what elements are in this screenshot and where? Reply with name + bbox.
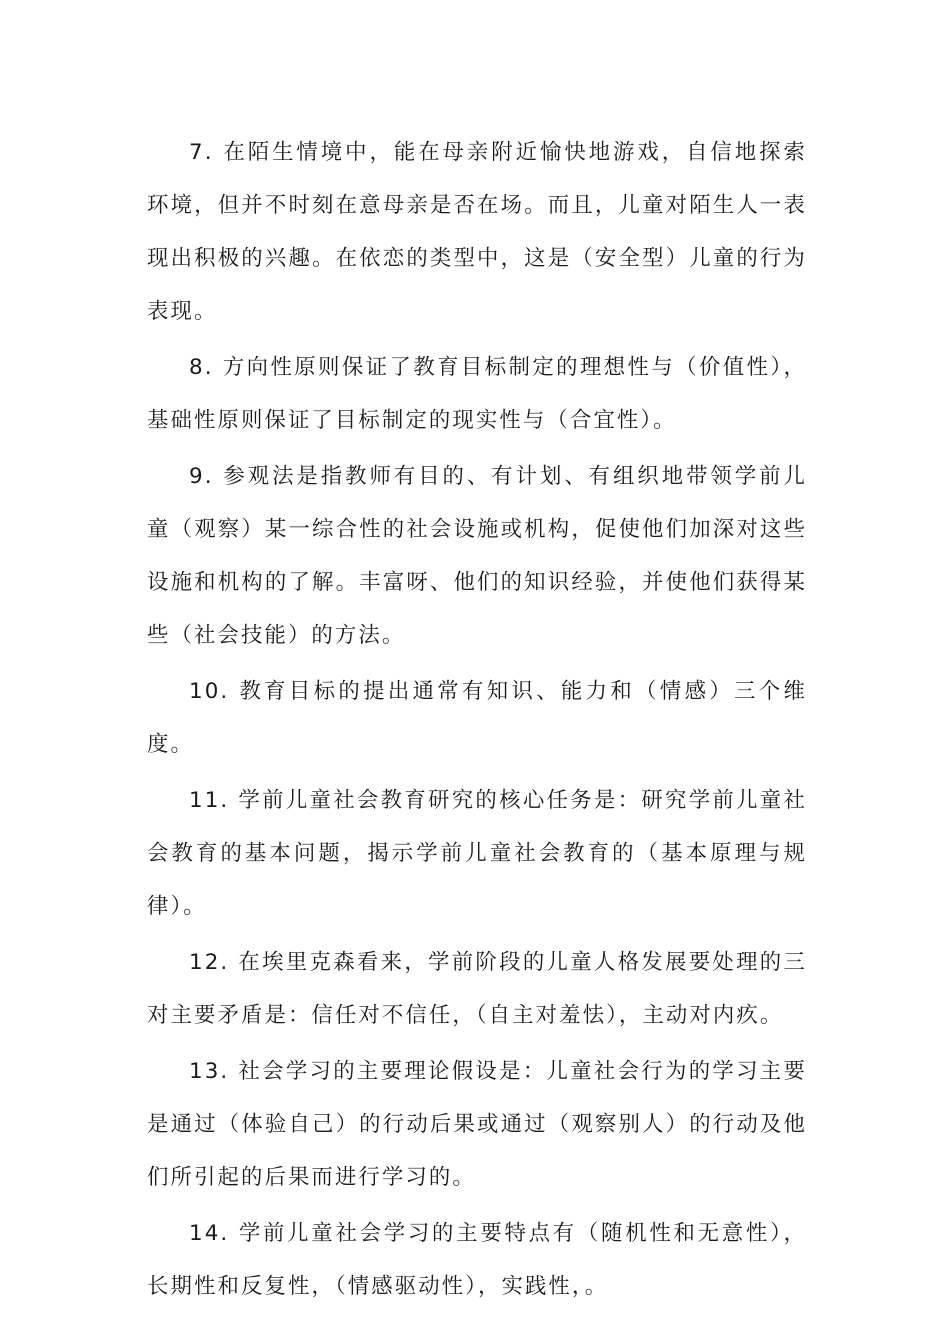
question-14: 14. 学前儿童社会学习的主要特点有（随机性和无意性），长期性和反复性，（情感驱动性），实践性，。 <box>147 1221 807 1299</box>
question-11: 11. 学前儿童社会教育研究的核心任务是：研究学前儿童社会教育的基本问题，揭示学前儿童社会教育的（基本原理与规律）。 <box>147 788 807 919</box>
question-13: 13. 社会学习的主要理论假设是：儿童社会行为的学习主要是通过（体验自己）的行动后果或通过（观察别人）的行动及他们所引起的后果而进行学习的。 <box>147 1059 807 1190</box>
question-8: 8. 方向性原则保证了教育目标制定的理想性与（价值性），基础性原则保证了目标制定的现实性与（合宜性）。 <box>147 355 807 433</box>
question-10: 10. 教育目标的提出通常有知识、能力和（情感）三个维度。 <box>147 679 807 757</box>
question-12: 12. 在埃里克森看来，学前阶段的儿童人格发展要处理的三对主要矛盾是：信任对不信任，（自主对羞怯），主动对内疚。 <box>147 950 807 1028</box>
document-body <box>147 126 807 1313</box>
question-7: 7. 在陌生情境中，能在母亲附近愉快地游戏，自信地探索环境，但并不时刻在意母亲是否在场。而且，儿童对陌生人一表现出积极的兴趣。在依恋的类型中，这是（安全型）儿童的行为表现。 <box>147 140 807 324</box>
question-9: 9. 参观法是指教师有目的、有计划、有组织地带领学前儿童（观察）某一综合性的社会设施或机构，促使他们加深对这些设施和机构的了解。丰富呀、他们的知识经验，并使他们获得某些（社会技能）的方法。 <box>147 464 807 648</box>
